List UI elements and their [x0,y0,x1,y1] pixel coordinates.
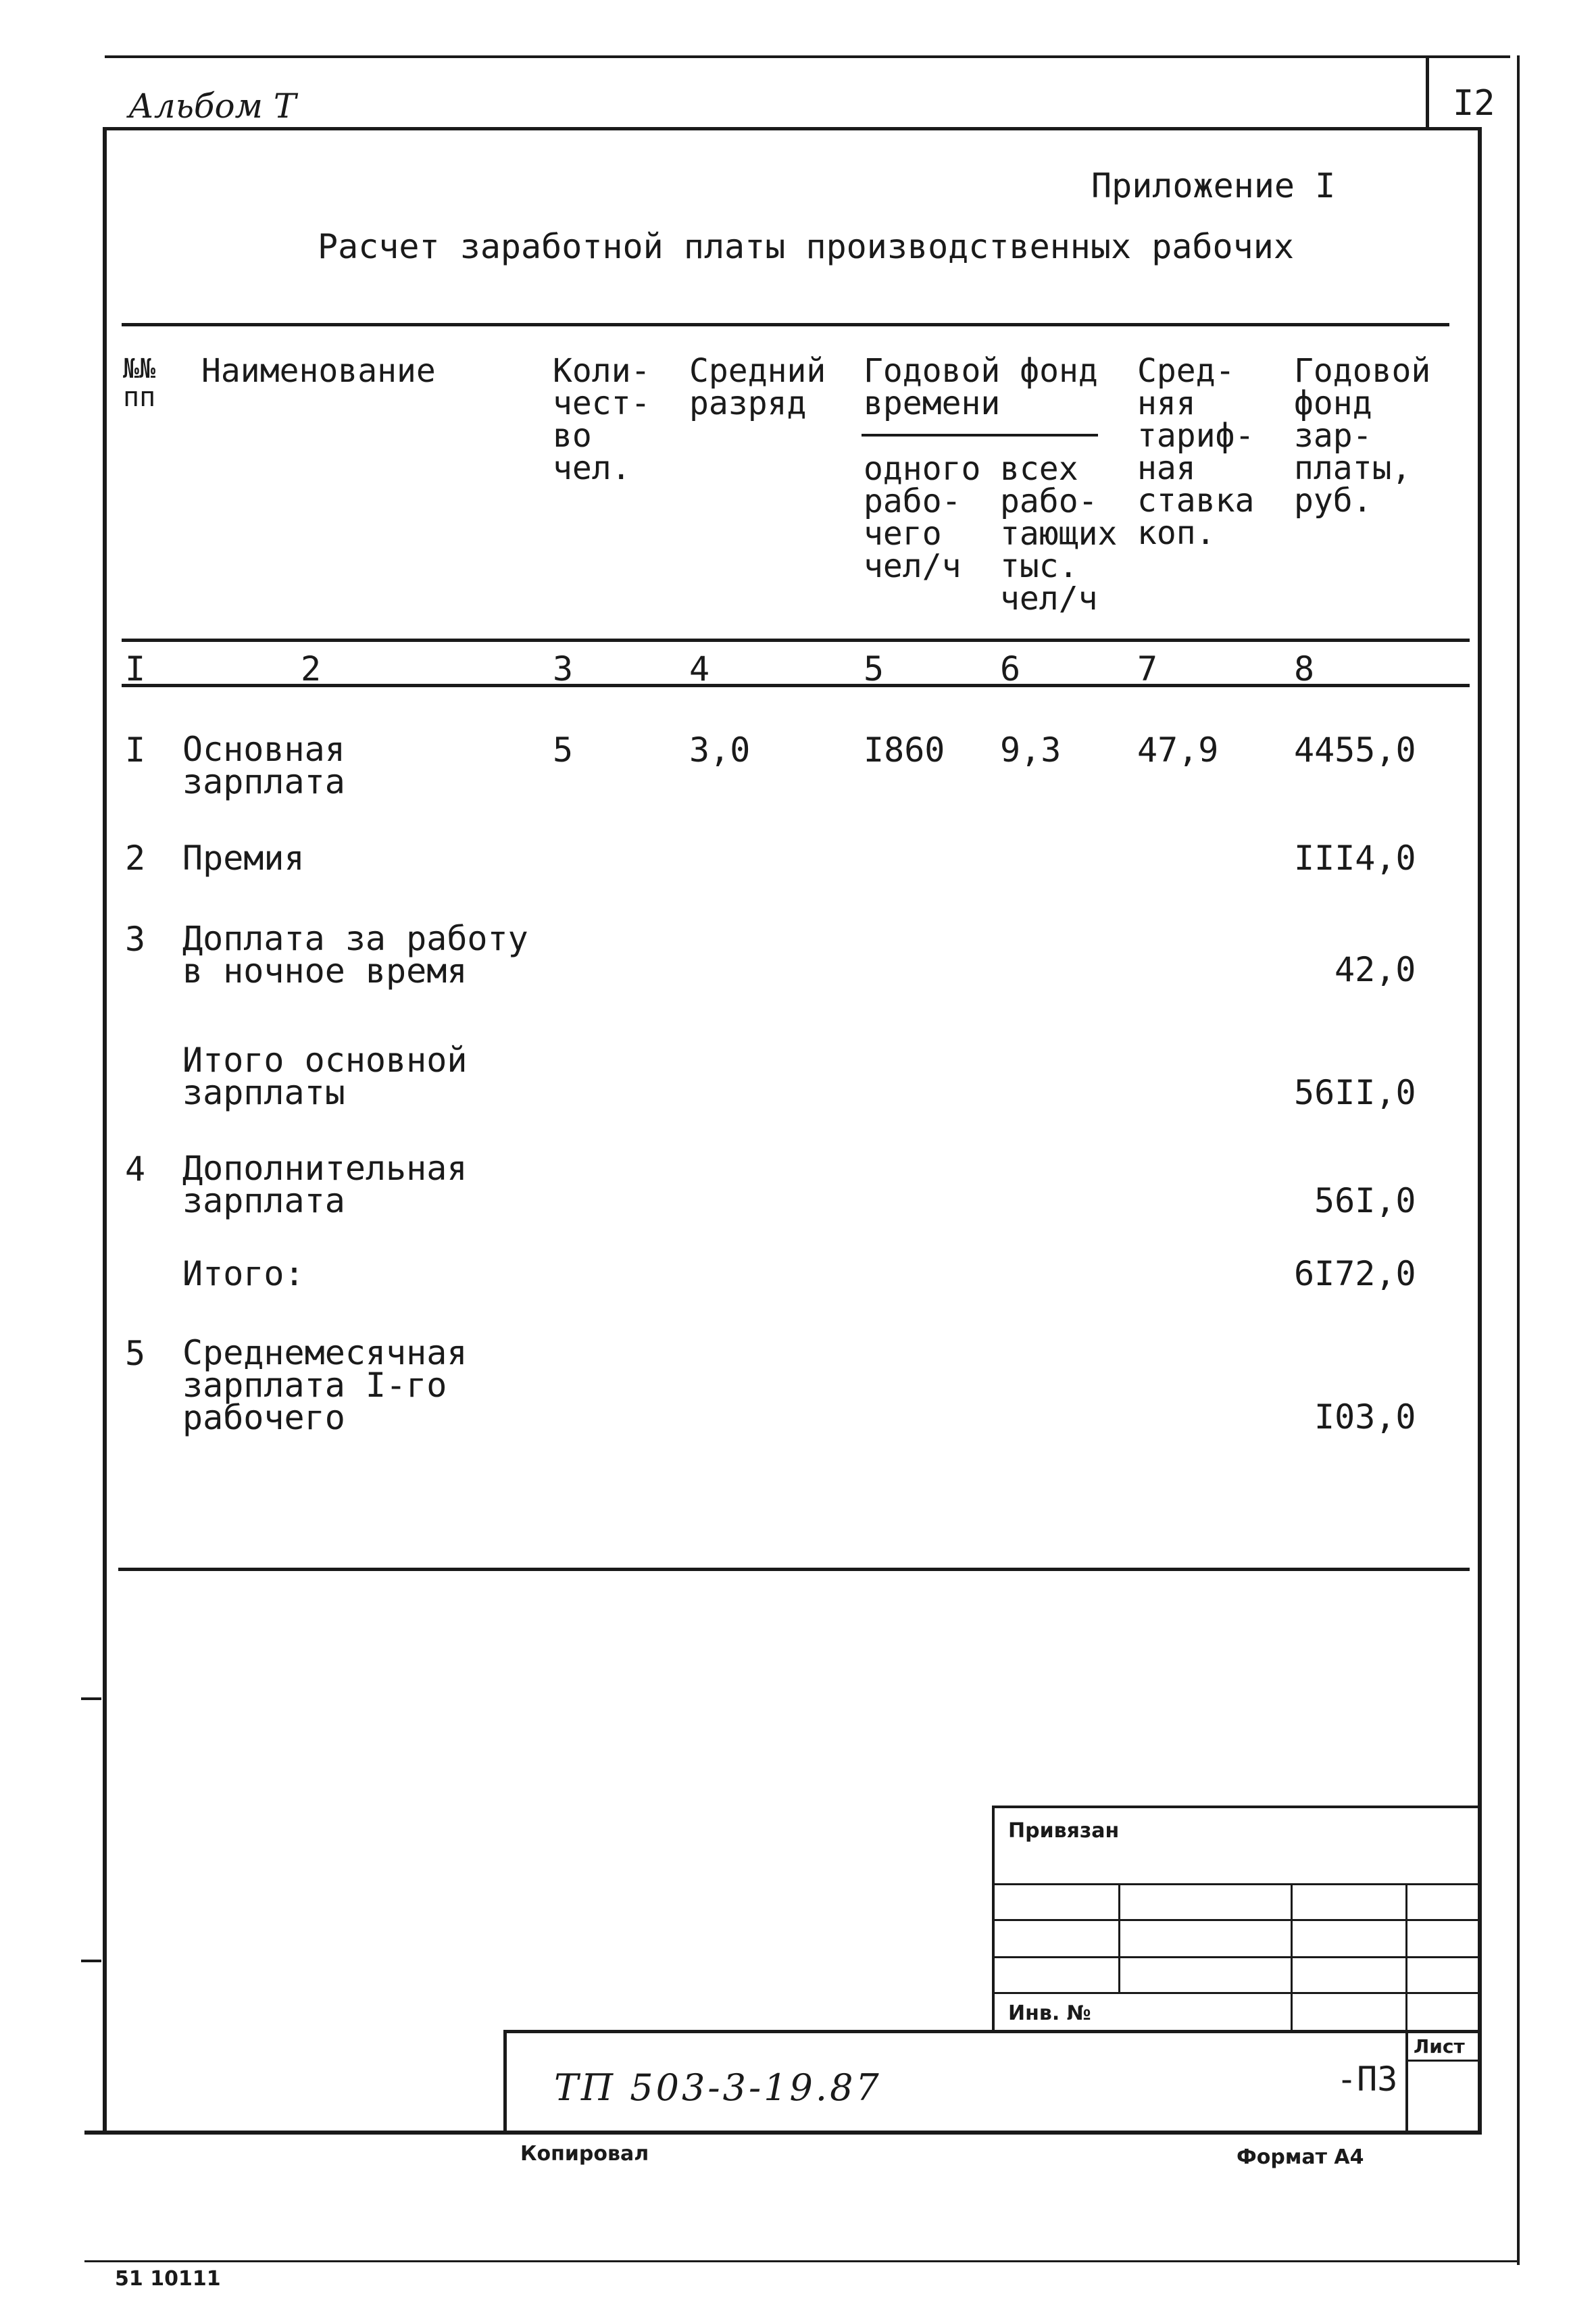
format-label: Формат А4 [1237,2145,1364,2169]
header-num: №№ пп [123,353,156,413]
row-1-qty: 5 [553,730,574,770]
row-7-total: I03,0 [1314,1397,1416,1437]
row-1-rate: 47,9 [1137,730,1219,770]
stamp-main-left [503,2030,507,2135]
header-annual-fund: Годовой фонд зар- платы, руб. [1294,352,1431,520]
page-number-box-right [1517,55,1520,130]
row-5-total: 56I,0 [1314,1181,1416,1220]
stamp-row-line-4 [993,1992,1482,1994]
stamp-vline-2 [1291,1883,1293,2032]
stamp-sheet-hline [1405,2060,1482,2062]
appendix-label: Приложение I [1091,166,1336,205]
header-rate: Сред- няя тариф- ная ставка коп. [1137,352,1255,552]
colnum-7: 7 [1137,649,1158,689]
colnum-6: 6 [1000,649,1021,689]
row-3-name: Доплата за работу в ночное время [182,919,528,991]
row-5-num: 4 [125,1149,146,1189]
album-label: Альбом Т [128,86,297,126]
column-numbers-rule [122,684,1470,687]
row-4-total: 56II,0 [1294,1073,1416,1112]
colnum-5: 5 [864,649,884,689]
stamp-privyazan: Привязан [1008,1819,1120,1843]
margin-tick-2 [81,1960,101,1962]
top-border [105,55,1510,58]
frame-right [1478,127,1482,2134]
row-7-name: Среднемесячная зарплата I-го рабочего [182,1333,468,1437]
copied-label: Копировал [520,2142,649,2166]
row-2-name: Премия [182,839,305,878]
document-title: Расчет заработной платы производственных рабочих [318,227,1294,266]
header-all-workers: всех рабо- тающих тыс. чел/ч [1000,450,1118,618]
sheet-suffix: -ПЗ [1337,2060,1398,2099]
page-number: I2 [1453,83,1495,124]
header-grade: Средний разряд [689,352,826,422]
colnum-8: 8 [1294,649,1315,689]
stamp-vline-3 [1405,1883,1407,2032]
row-3-num: 3 [125,920,146,959]
colnum-2: 2 [301,649,322,689]
table-top-rule [122,323,1449,326]
row-2-total: III4,0 [1294,839,1416,878]
stamp-inv-no: Инв. № [1008,2001,1091,2025]
stamp-vline-1 [1118,1883,1120,1993]
row-6-total: 6I72,0 [1294,1254,1416,1293]
document-code: ТП 503-3-19.87 [554,2066,882,2109]
colnum-1: I [125,649,146,689]
row-1-name: Основная зарплата [182,730,345,801]
row-1-num: I [125,730,146,770]
outer-bottom-edge [84,2260,1520,2262]
margin-tick-1 [81,1697,101,1700]
footer-code: 51 10111 [115,2267,221,2291]
stamp-sheet-vline [1405,2030,1408,2135]
page-number-box-left [1426,55,1429,130]
row-5-name: Дополнительная зарплата [182,1149,468,1220]
outer-right-edge [1517,55,1520,2265]
header-qty: Коли- чест- во чел. [553,352,651,487]
header-one-worker: одного рабо- чего чел/ч [864,450,981,585]
stamp-main-top [503,2030,1482,2033]
stamp-upper-top [993,1806,1482,1808]
row-1-one-worker: I860 [864,730,945,770]
stamp-row-line-2 [993,1919,1482,1921]
stamp-row-line-1 [993,1883,1482,1885]
row-3-total: 42,0 [1335,950,1416,989]
sheet-label: Лист [1414,2035,1465,2058]
row-1-grade: 3,0 [689,730,751,770]
frame-bottom [84,2131,1482,2135]
fund-time-rule [862,434,1098,437]
table-bottom-rule [118,1568,1470,1571]
row-4-name: Итого основной зарплаты [182,1041,468,1112]
row-1-total: 4455,0 [1294,730,1416,770]
row-2-num: 2 [125,839,146,878]
row-6-name: Итого: [182,1254,305,1293]
header-bottom-rule [122,639,1470,642]
header-fund-time: Годовой фонд времени [864,352,1098,422]
frame-left [103,127,107,2134]
colnum-4: 4 [689,649,710,689]
row-7-num: 5 [125,1334,146,1373]
frame-top [103,127,1481,130]
header-name: Наименование [201,352,436,390]
stamp-row-line-3 [993,1956,1482,1958]
row-1-all-workers: 9,3 [1000,730,1062,770]
colnum-3: 3 [553,649,574,689]
